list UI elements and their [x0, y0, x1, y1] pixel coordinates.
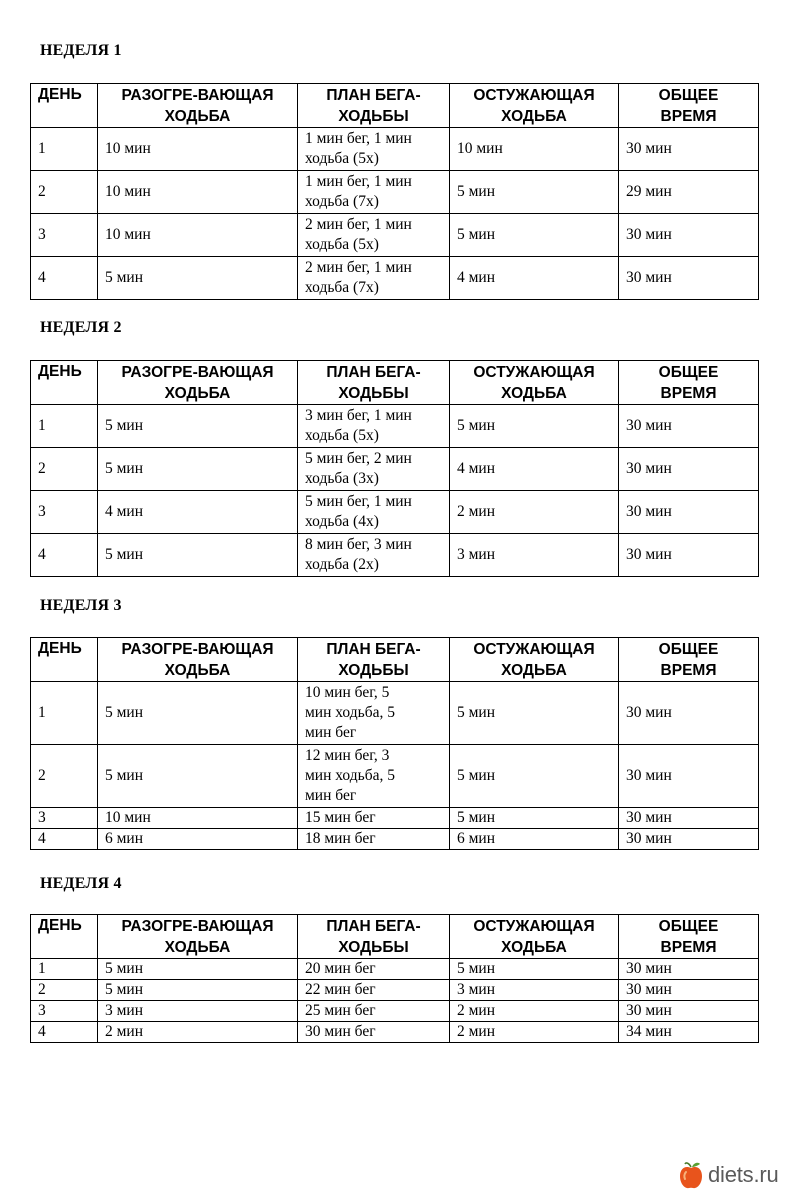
header-cooldown: ОСТУЖАЮЩАЯ ХОДЬБА: [450, 638, 619, 682]
cell-plan: 3 мин бег, 1 мин ходьба (5х): [298, 405, 450, 448]
cell-plan: 5 мин бег, 2 мин ходьба (3х): [298, 448, 450, 491]
header-total: ОБЩЕЕ ВРЕМЯ: [619, 84, 759, 128]
cell-day: 2: [31, 745, 98, 808]
cell-warmup: 5 мин: [98, 534, 298, 577]
cell-warmup: 5 мин: [98, 980, 298, 1001]
cell-plan: 2 мин бег, 1 мин ходьба (5х): [298, 214, 450, 257]
header-day: ДЕНЬ: [31, 915, 98, 959]
week-4-table: [30, 914, 759, 1043]
cell-day: 3: [31, 1001, 98, 1022]
cell-day: 2: [31, 448, 98, 491]
table-row: [31, 405, 759, 448]
week-2-title: НЕДЕЛЯ 2: [40, 319, 122, 336]
cell-total: 34 мин: [619, 1022, 759, 1043]
cell-total: 30 мин: [619, 534, 759, 577]
cell-total: 30 мин: [619, 808, 759, 829]
cell-plan: 22 мин бег: [298, 980, 450, 1001]
table-row: [31, 808, 759, 829]
cell-cooldown: 6 мин: [450, 829, 619, 850]
cell-warmup: 10 мин: [98, 808, 298, 829]
cell-total: 30 мин: [619, 491, 759, 534]
cell-warmup: 5 мин: [98, 257, 298, 300]
cell-total: 30 мин: [619, 405, 759, 448]
cell-total: 30 мин: [619, 128, 759, 171]
cell-plan: 30 мин бег: [298, 1022, 450, 1043]
cell-warmup: 10 мин: [98, 128, 298, 171]
table-header-row: [31, 84, 759, 128]
header-total: ОБЩЕЕ ВРЕМЯ: [619, 638, 759, 682]
cell-day: 4: [31, 257, 98, 300]
cell-cooldown: 5 мин: [450, 745, 619, 808]
header-warmup: РАЗОГРЕ-ВАЮЩАЯ ХОДЬБА: [98, 361, 298, 405]
table-row: [31, 448, 759, 491]
header-day: ДЕНЬ: [31, 638, 98, 682]
table-row: [31, 128, 759, 171]
cell-warmup: 5 мин: [98, 959, 298, 980]
cell-day: 4: [31, 1022, 98, 1043]
cell-plan: 1 мин бег, 1 мин ходьба (7х): [298, 171, 450, 214]
cell-cooldown: 3 мин: [450, 980, 619, 1001]
header-day: ДЕНЬ: [31, 84, 98, 128]
table-header-row: [31, 638, 759, 682]
cell-day: 2: [31, 171, 98, 214]
cell-plan: 20 мин бег: [298, 959, 450, 980]
cell-total: 30 мин: [619, 959, 759, 980]
cell-plan: 5 мин бег, 1 мин ходьба (4х): [298, 491, 450, 534]
week-1-table: [30, 83, 759, 300]
header-warmup: РАЗОГРЕ-ВАЮЩАЯ ХОДЬБА: [98, 84, 298, 128]
cell-cooldown: 5 мин: [450, 808, 619, 829]
table-row: [31, 171, 759, 214]
cell-warmup: 4 мин: [98, 491, 298, 534]
cell-total: 30 мин: [619, 829, 759, 850]
header-plan: ПЛАН БЕГА- ХОДЬБЫ: [298, 84, 450, 128]
header-cooldown: ОСТУЖАЮЩАЯ ХОДЬБА: [450, 915, 619, 959]
header-plan: ПЛАН БЕГА- ХОДЬБЫ: [298, 638, 450, 682]
cell-day: 3: [31, 491, 98, 534]
cell-total: 30 мин: [619, 1001, 759, 1022]
header-day: ДЕНЬ: [31, 361, 98, 405]
table-row: [31, 1022, 759, 1043]
cell-warmup: 5 мин: [98, 682, 298, 745]
table-row: [31, 491, 759, 534]
cell-cooldown: 5 мин: [450, 214, 619, 257]
cell-plan: 8 мин бег, 3 мин ходьба (2х): [298, 534, 450, 577]
watermark[interactable]: [678, 1160, 779, 1190]
cell-cooldown: 2 мин: [450, 491, 619, 534]
cell-cooldown: 4 мин: [450, 448, 619, 491]
header-cooldown: ОСТУЖАЮЩАЯ ХОДЬБА: [450, 84, 619, 128]
cell-cooldown: 2 мин: [450, 1022, 619, 1043]
week-1-title: НЕДЕЛЯ 1: [40, 42, 122, 59]
table-row: [31, 980, 759, 1001]
cell-day: 4: [31, 829, 98, 850]
cell-plan: 1 мин бег, 1 мин ходьба (5х): [298, 128, 450, 171]
header-warmup: РАЗОГРЕ-ВАЮЩАЯ ХОДЬБА: [98, 915, 298, 959]
cell-total: 30 мин: [619, 214, 759, 257]
header-plan: ПЛАН БЕГА- ХОДЬБЫ: [298, 361, 450, 405]
table-row: [31, 682, 759, 745]
cell-warmup: 6 мин: [98, 829, 298, 850]
week-2-table: [30, 360, 759, 577]
table-row: [31, 829, 759, 850]
cell-cooldown: 2 мин: [450, 1001, 619, 1022]
cell-cooldown: 5 мин: [450, 959, 619, 980]
cell-warmup: 10 мин: [98, 214, 298, 257]
cell-day: 3: [31, 214, 98, 257]
cell-cooldown: 5 мин: [450, 171, 619, 214]
cell-day: 3: [31, 808, 98, 829]
cell-cooldown: 3 мин: [450, 534, 619, 577]
cell-plan: 25 мин бег: [298, 1001, 450, 1022]
header-total: ОБЩЕЕ ВРЕМЯ: [619, 915, 759, 959]
cell-warmup: 2 мин: [98, 1022, 298, 1043]
cell-total: 30 мин: [619, 682, 759, 745]
table-row: [31, 1001, 759, 1022]
cell-day: 1: [31, 959, 98, 980]
cell-plan: 10 мин бег, 5 мин ходьба, 5 мин бег: [298, 682, 450, 745]
cell-day: 1: [31, 682, 98, 745]
cell-plan: 18 мин бег: [298, 829, 450, 850]
header-plan: ПЛАН БЕГА- ХОДЬБЫ: [298, 915, 450, 959]
week-3-title: НЕДЕЛЯ 3: [40, 597, 122, 614]
cell-day: 1: [31, 128, 98, 171]
cell-plan: 15 мин бег: [298, 808, 450, 829]
table-header-row: [31, 361, 759, 405]
header-warmup: РАЗОГРЕ-ВАЮЩАЯ ХОДЬБА: [98, 638, 298, 682]
table-row: [31, 257, 759, 300]
cell-cooldown: 5 мин: [450, 682, 619, 745]
cell-warmup: 5 мин: [98, 448, 298, 491]
cell-total: 30 мин: [619, 448, 759, 491]
cell-warmup: 10 мин: [98, 171, 298, 214]
cell-total: 30 мин: [619, 745, 759, 808]
cell-plan: 2 мин бег, 1 мин ходьба (7х): [298, 257, 450, 300]
week-4-title: НЕДЕЛЯ 4: [40, 875, 122, 892]
cell-cooldown: 5 мин: [450, 405, 619, 448]
cell-warmup: 5 мин: [98, 745, 298, 808]
table-row: [31, 214, 759, 257]
cell-cooldown: 10 мин: [450, 128, 619, 171]
cell-warmup: 3 мин: [98, 1001, 298, 1022]
table-row: [31, 959, 759, 980]
cell-day: 1: [31, 405, 98, 448]
cell-day: 4: [31, 534, 98, 577]
apple-icon: [678, 1160, 704, 1190]
cell-warmup: 5 мин: [98, 405, 298, 448]
table-header-row: [31, 915, 759, 959]
header-total: ОБЩЕЕ ВРЕМЯ: [619, 361, 759, 405]
cell-cooldown: 4 мин: [450, 257, 619, 300]
cell-total: 30 мин: [619, 980, 759, 1001]
cell-total: 29 мин: [619, 171, 759, 214]
header-cooldown: ОСТУЖАЮЩАЯ ХОДЬБА: [450, 361, 619, 405]
cell-total: 30 мин: [619, 257, 759, 300]
table-row: [31, 745, 759, 808]
cell-day: 2: [31, 980, 98, 1001]
week-3-table: [30, 637, 759, 850]
table-row: [31, 534, 759, 577]
cell-plan: 12 мин бег, 3 мин ходьба, 5 мин бег: [298, 745, 450, 808]
watermark-text: diets.ru: [708, 1162, 779, 1187]
